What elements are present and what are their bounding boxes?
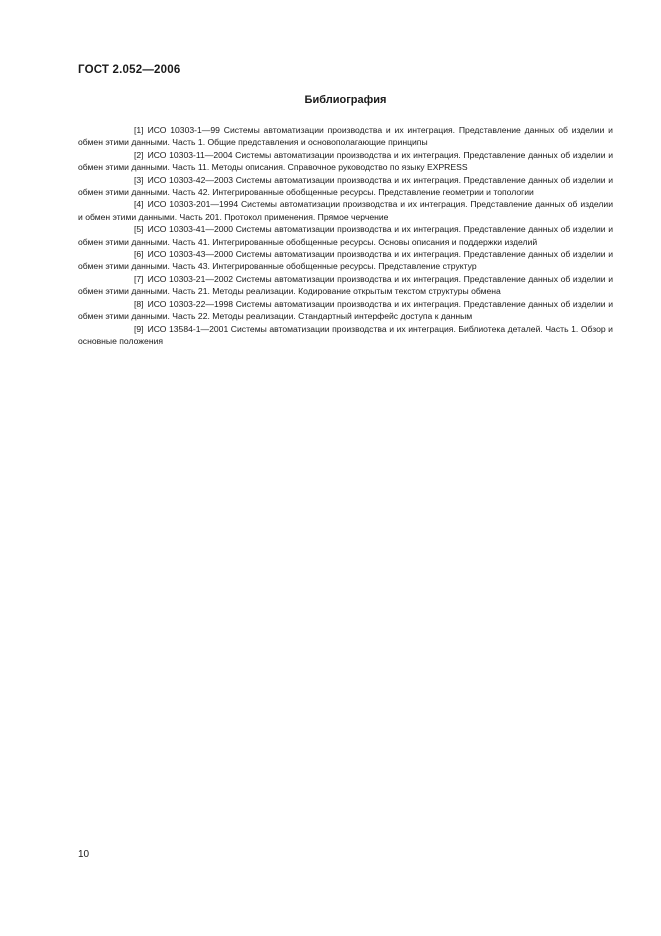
bibliography-item <box>78 273 613 298</box>
bibliography-item-text: ИСО 10303-22—1998 Системы автоматизации производства и их интеграция. Представление данных об изделии и обмен этими данными. Часть 22. Методы реализации. Стандартный интерфейс доступа к данным <box>78 298 613 322</box>
bibliography-item-text: ИСО 10303-41—2000 Системы автоматизации производства и их интеграция. Представление данных об изделии и обмен этими данными. Часть 41. Интегрированные обобщенные ресурсы. Основы описания и поддержки изделий <box>78 224 613 247</box>
bibliography-item <box>78 149 613 174</box>
bibliography-item-number: [8] <box>134 298 144 309</box>
bibliography-item <box>78 124 613 149</box>
bibliography-item-number: [7] <box>134 273 144 284</box>
bibliography-item-number: [1] <box>134 125 144 135</box>
bibliography-item-text: ИСО 10303-42—2003 Системы автоматизации производства и их интеграция. Представление данных об изделии и обмен этими данными. Часть 42. Интегрированные обобщенные ресурсы. Представление геометрии и топологии <box>78 174 613 198</box>
page-number: 10 <box>78 849 90 860</box>
bibliography-list <box>78 124 613 347</box>
bibliography-item-text: ИСО 13584-1—2001 Системы автоматизации производства и их интеграция. Библиотека деталей. Часть 1. Обзор и основные положения <box>78 323 613 346</box>
bibliography-item <box>78 174 613 199</box>
bibliography-item <box>78 223 613 248</box>
bibliography-item <box>78 198 613 223</box>
bibliography-item-text: ИСО 10303-11—2004 Системы автоматизации производства и их интеграция. Представление данных об изделии и обмен этими данными. Часть 11. Методы описания. Справочное руководство по языку EXPRESS <box>78 149 613 173</box>
bibliography-item-text: ИСО 10303-1—99 Системы автоматизации производства и их интеграция. Представление данных об изделии и обмен этими данными. Часть 1. Общие представления и основополагающие принципы <box>78 125 613 148</box>
section-title: Библиография <box>304 94 387 106</box>
bibliography-item-text: ИСО 10303-43—2000 Системы автоматизации производства и их интеграция. Представление данных об изделии и обмен этими данными. Часть 43. Интегрированные обобщенные ресурсы. Представление структур <box>78 249 613 272</box>
bibliography-item <box>78 298 613 323</box>
bibliography-item-text: ИСО 10303-21—2002 Системы автоматизации производства и их интеграция. Представление данных об изделии и обмен этими данными. Часть 21. Методы реализации. Кодирование открытым текстом структуры обмена <box>78 273 613 297</box>
bibliography-item-number: [3] <box>134 174 144 185</box>
bibliography-item-text: ИСО 10303-201—1994 Системы автоматизации производства и их интеграция. Представление данных об изделии и обмен этими данными. Часть 201. Протокол применения. Прямое черчение <box>78 199 613 222</box>
bibliography-item-number: [4] <box>134 199 144 210</box>
document-code: ГОСТ 2.052—2006 <box>78 64 181 76</box>
bibliography-item-number: [9] <box>134 323 144 334</box>
bibliography-item-number: [5] <box>134 224 144 235</box>
bibliography-item <box>78 248 613 273</box>
bibliography-item-number: [2] <box>134 149 144 160</box>
bibliography-item-number: [6] <box>134 249 144 260</box>
bibliography-item <box>78 323 613 348</box>
